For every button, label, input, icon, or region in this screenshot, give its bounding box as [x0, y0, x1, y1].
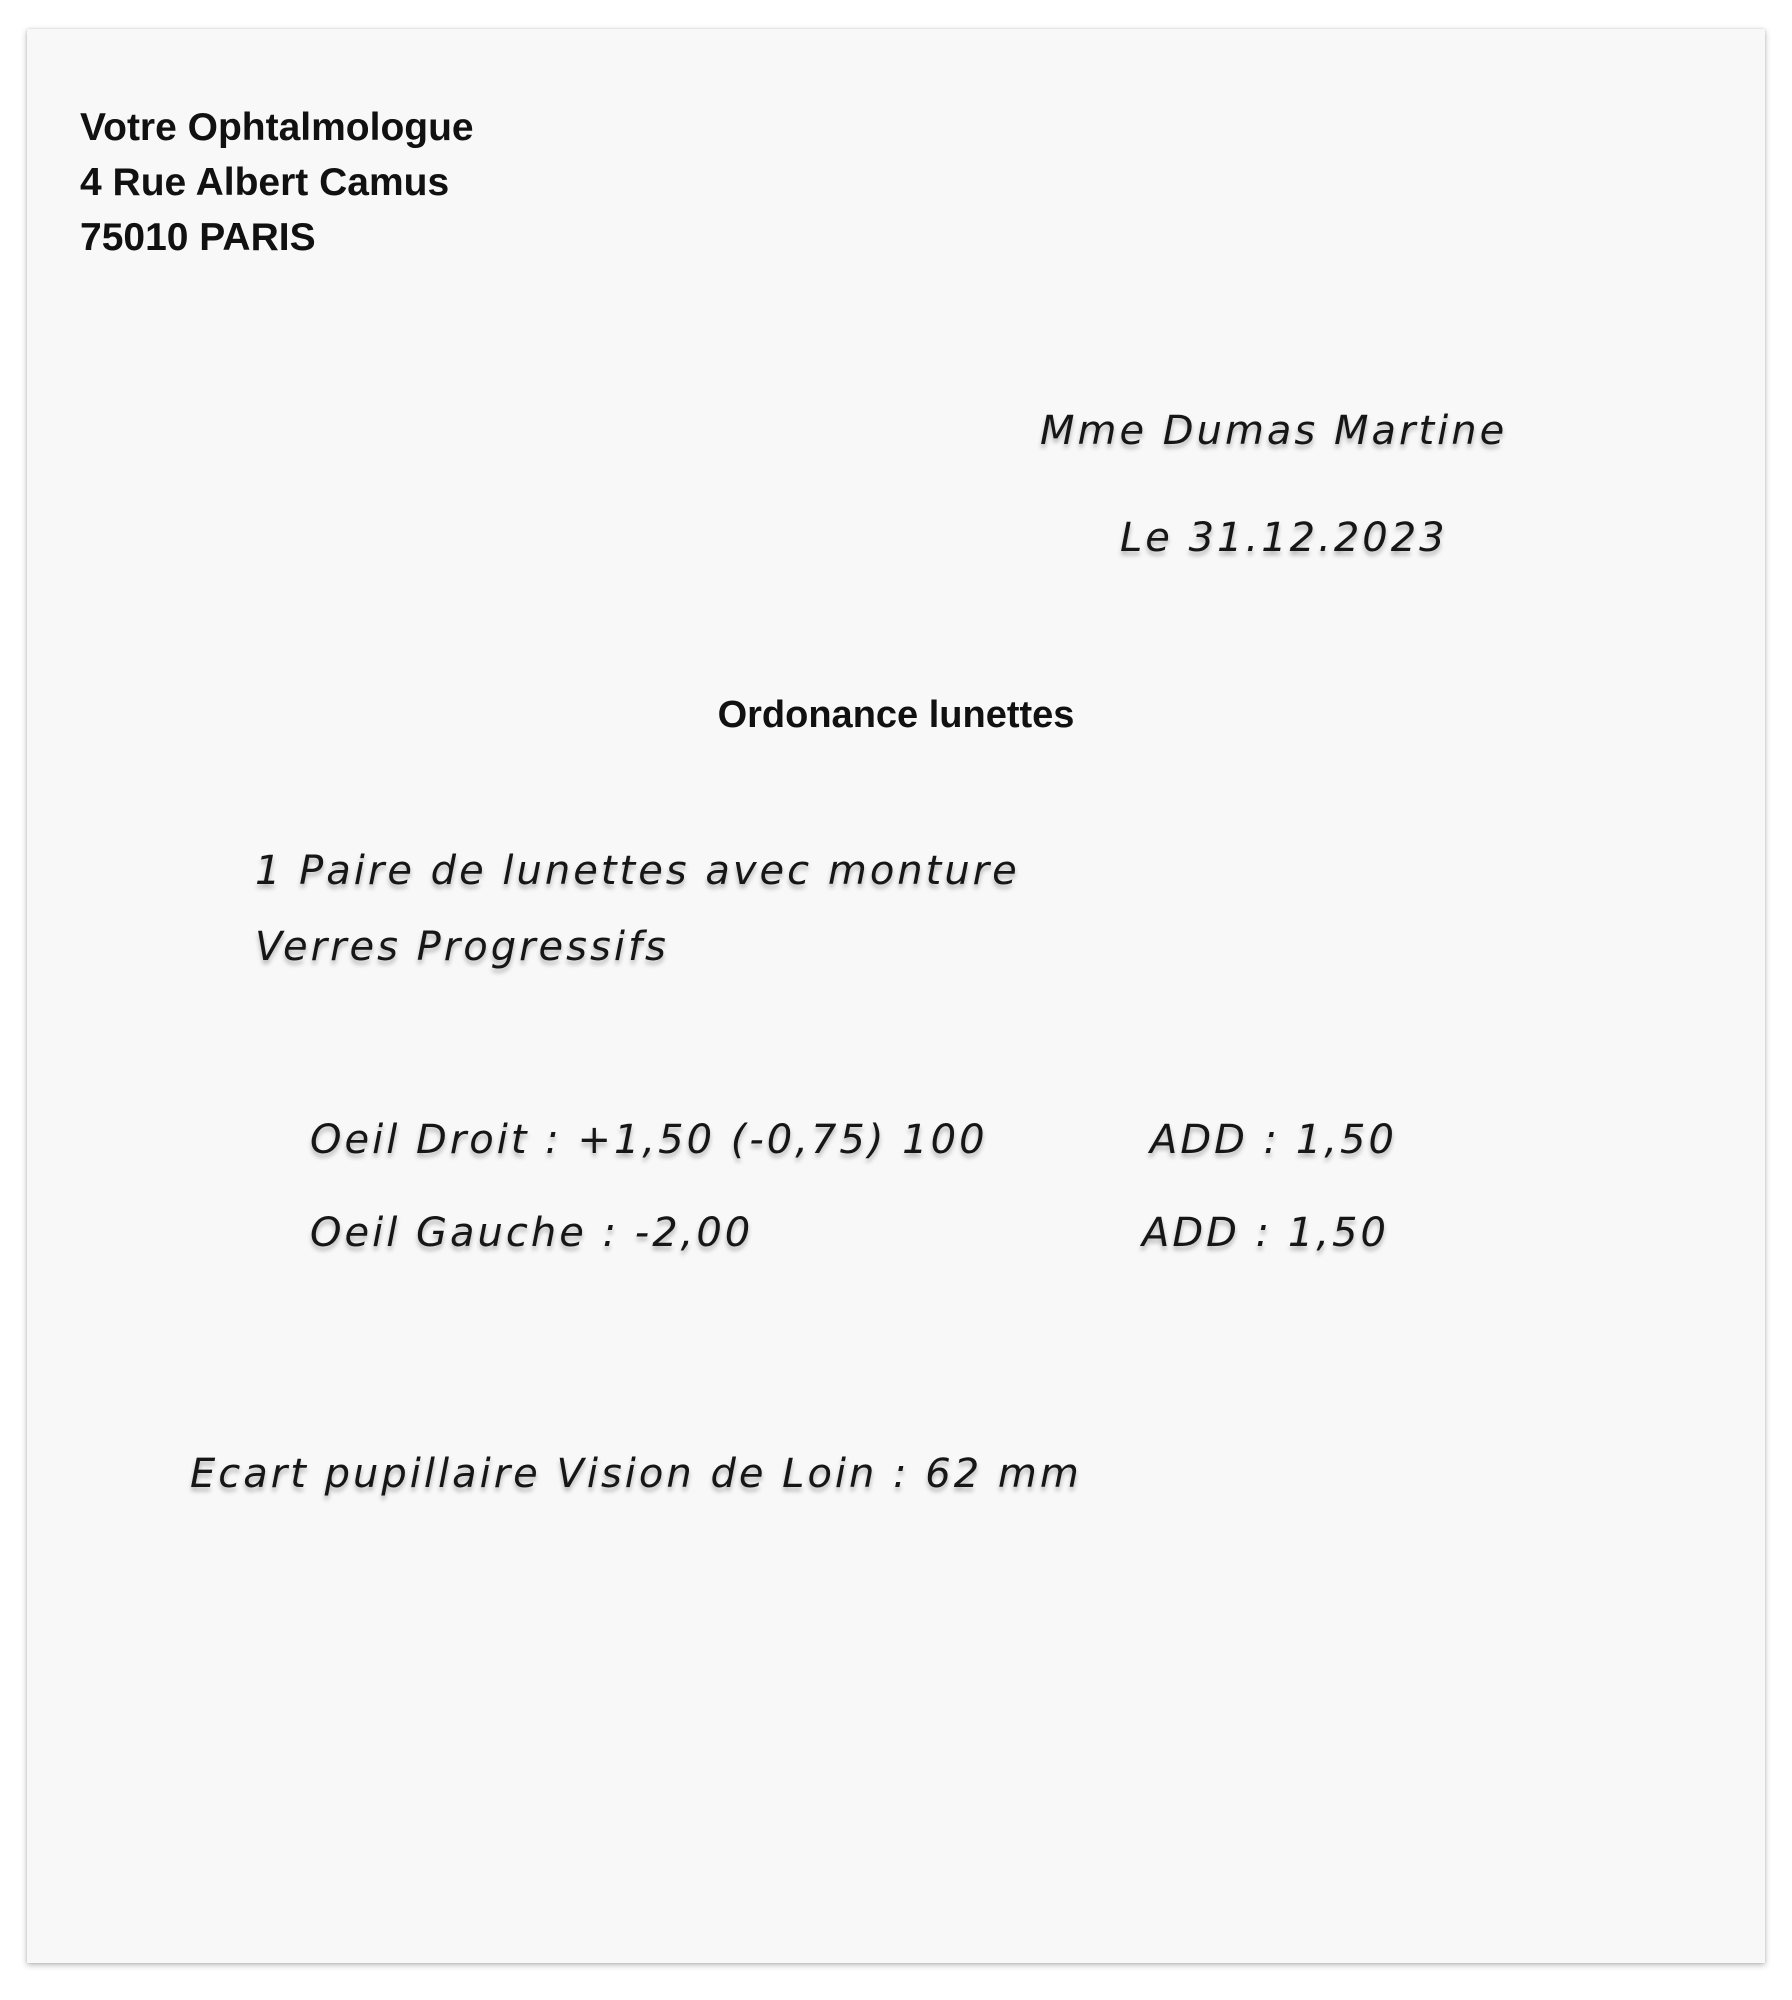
left-eye-addition: ADD : 1,50 — [1142, 1210, 1389, 1256]
sender-address — [80, 100, 474, 265]
document-title: Ordonance lunettes — [717, 694, 1075, 736]
sender-name: Votre Ophtalmologue — [80, 106, 474, 149]
right-eye-correction: Oeil Droit : +1,50 (-0,75) 100 — [310, 1117, 988, 1163]
left-eye-correction: Oeil Gauche : -2,00 — [310, 1210, 754, 1256]
prescription-item-lenses: Verres Progressifs — [255, 924, 669, 970]
pupillary-distance: Ecart pupillaire Vision de Loin : 62 mm — [190, 1451, 1082, 1497]
right-eye-addition: ADD : 1,50 — [1150, 1117, 1397, 1163]
prescription-item-frame: 1 Paire de lunettes avec monture — [255, 848, 1020, 894]
prescription-sheet — [27, 29, 1765, 1963]
prescription-date: Le 31.12.2023 — [1120, 515, 1448, 561]
sender-street: 4 Rue Albert Camus — [80, 161, 450, 204]
patient-name: Mme Dumas Martine — [1040, 408, 1508, 454]
sender-city: 75010 PARIS — [80, 216, 316, 259]
